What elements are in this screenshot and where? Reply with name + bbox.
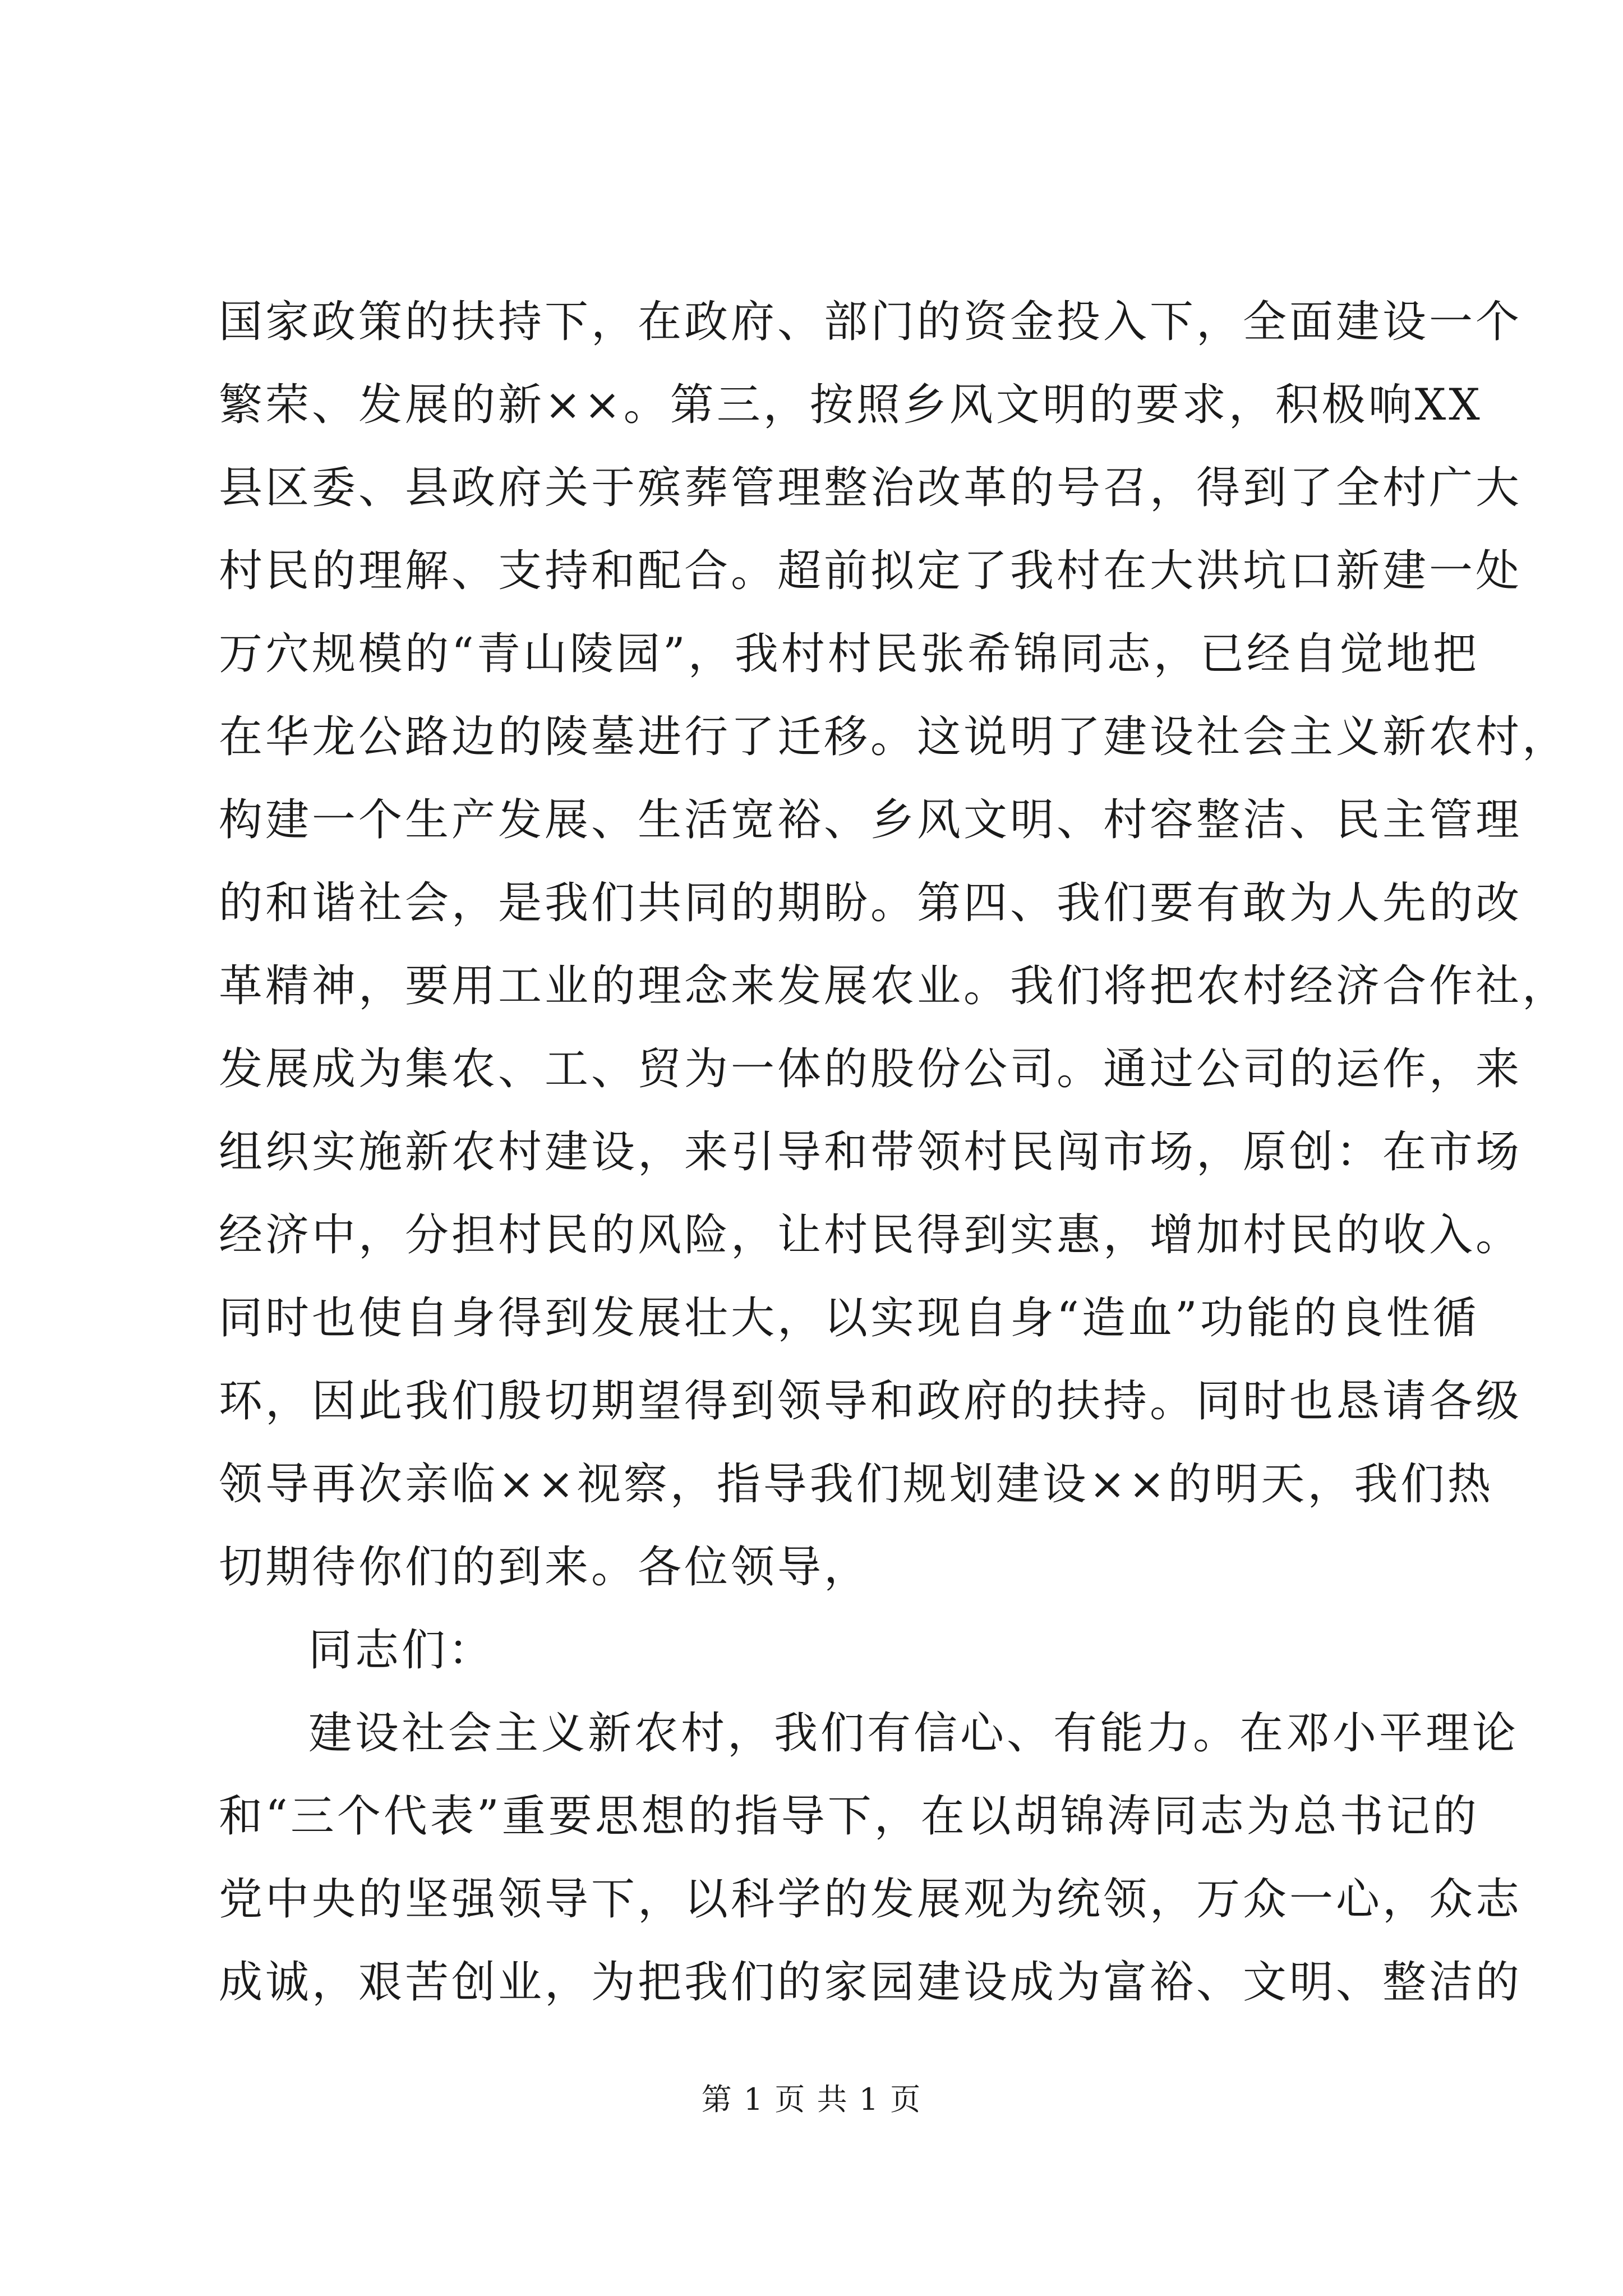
paragraph-start-line: 建设社会主义新农村，我们有信心、有能力。在邓小平理论 xyxy=(308,1708,1519,1759)
text-line-9: 革精神，要用工业的理念来发展农业。我们将把农村经济合作社， xyxy=(219,961,1569,1011)
text-line-5: 万穴规模的“青山陵园”，我村村民张希锦同志，已经自觉地把 xyxy=(219,629,1479,679)
text-line-19: 和“三个代表”重要思想的指导下，在以胡锦涛同志为总书记的 xyxy=(219,1791,1479,1842)
page-number-footer: 第 1 页 共 1 页 xyxy=(701,2082,922,2117)
text-line-10: 发展成为集农、工、贸为一体的股份公司。通过公司的运作，来 xyxy=(219,1044,1523,1094)
text-line-20: 党中央的坚强领导下，以科学的发展观为统领，万众一心，众志 xyxy=(219,1874,1523,1925)
salutation-line: 同志们： xyxy=(308,1625,495,1676)
text-line-13: 同时也使自身得到发展壮大，以实现自身“造血”功能的良性循 xyxy=(219,1293,1479,1343)
text-line-2: 繁荣、发展的新××。第三，按照乡风文明的要求，积极响XX xyxy=(219,380,1483,430)
text-line-14: 环，因此我们殷切期望得到领导和政府的扶持。同时也恳请各级 xyxy=(219,1376,1523,1427)
text-line-11: 组织实施新农村建设，来引导和带领村民闯市场，原创：在市场 xyxy=(219,1127,1523,1177)
text-line-3: 县区委、县政府关于殡葬管理整治改革的号召，得到了全村广大 xyxy=(219,463,1523,513)
text-line-1: 国家政策的扶持下，在政府、部门的资金投入下，全面建设一个 xyxy=(219,297,1523,347)
text-line-15: 领导再次亲临××视察，指导我们规划建设××的明天，我们热 xyxy=(219,1459,1494,1510)
text-line-16: 切期待你们的到来。各位领导， xyxy=(219,1542,871,1593)
text-line-4: 村民的理解、支持和配合。超前拟定了我村在大洪坑口新建一处 xyxy=(219,546,1523,596)
text-line-8: 的和谐社会，是我们共同的期盼。第四、我们要有敢为人先的改 xyxy=(219,878,1523,928)
text-line-21: 成诚，艰苦创业，为把我们的家园建设成为富裕、文明、整洁的 xyxy=(219,1957,1523,2008)
text-line-12: 经济中，分担村民的风险，让村民得到实惠，增加村民的收入。 xyxy=(219,1210,1523,1260)
document-body xyxy=(219,280,1569,2024)
text-line-7: 构建一个生产发展、生活宽裕、乡风文明、村容整洁、民主管理 xyxy=(219,795,1523,845)
text-line-6: 在华龙公路边的陵墓进行了迁移。这说明了建设社会主义新农村， xyxy=(219,712,1569,762)
